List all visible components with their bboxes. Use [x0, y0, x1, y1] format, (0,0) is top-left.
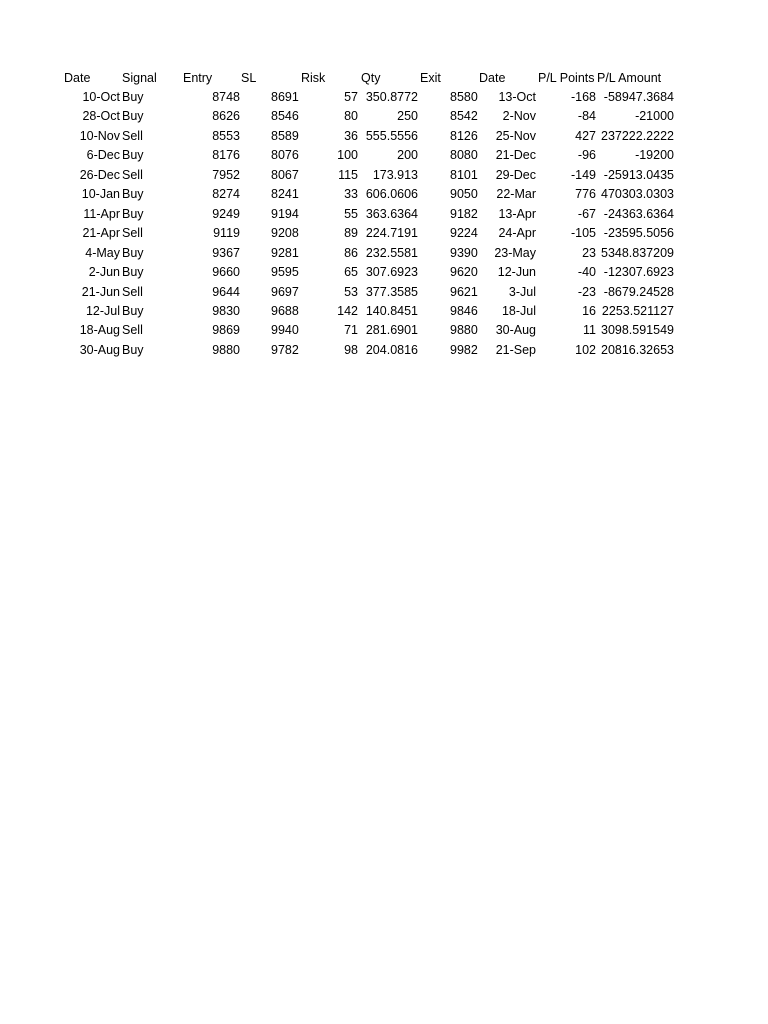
cell-entry: 8274	[212, 187, 240, 202]
header-exit-date: Date	[479, 71, 506, 85]
cell-date: 4-May	[85, 245, 120, 260]
cell-date: 10-Nov	[79, 128, 120, 143]
cell-pl-amount: -21000	[635, 109, 674, 124]
cell-exit-date: 12-Jun	[497, 265, 536, 280]
cell-pl-points: -96	[577, 148, 596, 163]
cell-date: 11-Apr	[83, 206, 120, 221]
cell-pl-amount: -8679.24528	[603, 284, 674, 299]
cell-risk: 55	[344, 206, 358, 221]
cell-pl-amount: 5348.837209	[601, 245, 674, 260]
cell-exit: 9224	[450, 226, 478, 241]
cell-risk: 80	[344, 109, 358, 124]
header-risk: Risk	[301, 71, 326, 85]
cell-pl-points: 102	[575, 342, 596, 357]
cell-exit: 9390	[450, 245, 478, 260]
cell-qty: 200	[397, 148, 418, 163]
cell-exit: 8542	[450, 109, 478, 124]
cell-qty: 555.5556	[365, 128, 418, 143]
cell-sl: 9940	[271, 323, 299, 338]
cell-signal: Buy	[122, 206, 144, 221]
cell-qty: 281.6901	[365, 323, 418, 338]
table-row	[0, 244, 768, 263]
cell-pl-points: 427	[575, 128, 596, 143]
cell-pl-points: -168	[570, 90, 596, 104]
cell-pl-amount: -25913.0435	[603, 167, 674, 182]
cell-risk: 71	[344, 323, 358, 338]
cell-entry: 9880	[212, 342, 240, 357]
cell-sl: 9194	[271, 206, 299, 221]
cell-pl-amount: 2253.521127	[601, 303, 674, 318]
cell-entry: 9644	[212, 284, 240, 299]
header-pl-points: P/L Points	[538, 71, 595, 85]
cell-exit-date: 29-Dec	[495, 167, 536, 182]
cell-qty: 363.6364	[365, 206, 418, 221]
cell-exit: 9620	[450, 265, 478, 280]
cell-risk: 100	[337, 148, 358, 163]
cell-pl-amount: 470303.0303	[601, 187, 674, 202]
cell-qty: 606.0606	[365, 187, 418, 202]
table-row	[0, 224, 768, 243]
table-row	[0, 146, 768, 165]
table-row	[0, 107, 768, 126]
cell-date: 10-Jan	[81, 187, 120, 202]
cell-risk: 33	[344, 187, 358, 202]
header-row	[0, 69, 768, 88]
cell-exit-date: 21-Sep	[495, 342, 536, 357]
cell-entry: 9830	[212, 303, 240, 318]
cell-qty: 224.7191	[365, 226, 418, 241]
cell-risk: 142	[337, 303, 358, 318]
cell-sl: 8241	[271, 187, 299, 202]
cell-entry: 8748	[212, 90, 240, 104]
cell-date: 10-Oct	[82, 90, 120, 104]
cell-signal: Sell	[122, 284, 143, 299]
cell-date: 2-Jun	[88, 265, 120, 280]
cell-pl-points: -149	[570, 167, 596, 182]
cell-sl: 9595	[271, 265, 299, 280]
cell-pl-points: -23	[577, 284, 596, 299]
cell-sl: 9208	[271, 226, 299, 241]
cell-entry: 9869	[212, 323, 240, 338]
cell-exit: 9182	[450, 206, 478, 221]
header-exit: Exit	[420, 71, 441, 85]
table-row	[0, 321, 768, 340]
cell-risk: 86	[344, 245, 358, 260]
cell-exit: 8580	[450, 90, 478, 104]
cell-exit: 8101	[450, 167, 478, 182]
cell-pl-points: -67	[577, 206, 596, 221]
cell-date: 26-Dec	[79, 167, 120, 182]
cell-sl: 8546	[271, 109, 299, 124]
cell-sl: 8589	[271, 128, 299, 143]
cell-signal: Buy	[122, 109, 144, 124]
table-row	[0, 127, 768, 146]
cell-entry: 7952	[212, 167, 240, 182]
cell-entry: 8176	[212, 148, 240, 163]
cell-qty: 350.8772	[365, 90, 418, 104]
cell-pl-points: 16	[582, 303, 596, 318]
cell-signal: Buy	[122, 187, 144, 202]
cell-pl-amount: -12307.6923	[603, 265, 674, 280]
cell-exit-date: 25-Nov	[495, 128, 536, 143]
cell-risk: 57	[344, 90, 358, 104]
header-sl: SL	[241, 71, 257, 85]
cell-sl: 8076	[271, 148, 299, 163]
table-row	[0, 302, 768, 321]
cell-date: 21-Jun	[81, 284, 120, 299]
cell-entry: 8626	[212, 109, 240, 124]
table-row	[0, 185, 768, 204]
cell-exit-date: 21-Dec	[495, 148, 536, 163]
cell-date: 21-Apr	[82, 226, 120, 241]
header-qty: Qty	[361, 71, 381, 85]
cell-entry: 9367	[212, 245, 240, 260]
cell-pl-points: -40	[577, 265, 596, 280]
cell-risk: 115	[338, 167, 358, 182]
cell-sl: 8067	[271, 167, 299, 182]
cell-exit: 9621	[450, 284, 478, 299]
cell-risk: 36	[344, 128, 358, 143]
cell-signal: Buy	[122, 90, 144, 104]
table-row	[0, 205, 768, 224]
cell-exit-date: 30-Aug	[495, 323, 536, 338]
cell-qty: 140.8451	[365, 303, 418, 318]
cell-signal: Sell	[122, 323, 143, 338]
cell-pl-amount: 3098.591549	[601, 323, 674, 338]
cell-pl-points: -105	[570, 226, 596, 241]
cell-exit: 8080	[450, 148, 478, 163]
cell-qty: 173.913	[372, 167, 418, 182]
cell-exit-date: 18-Jul	[501, 303, 536, 318]
cell-exit: 9050	[450, 187, 478, 202]
cell-pl-amount: 20816.32653	[601, 342, 674, 357]
cell-pl-amount: 237222.2222	[601, 128, 674, 143]
cell-entry: 9119	[213, 226, 240, 241]
cell-qty: 307.6923	[365, 265, 418, 280]
cell-entry: 9660	[212, 265, 240, 280]
cell-signal: Buy	[122, 245, 144, 260]
cell-date: 28-Oct	[82, 109, 120, 124]
cell-pl-points: 11	[583, 323, 596, 338]
cell-qty: 250	[397, 109, 418, 124]
cell-date: 30-Aug	[79, 342, 120, 357]
cell-qty: 232.5581	[365, 245, 418, 260]
cell-date: 12-Jul	[85, 303, 120, 318]
cell-pl-points: -84	[577, 109, 596, 124]
cell-exit-date: 23-May	[494, 245, 536, 260]
cell-sl: 9782	[271, 342, 299, 357]
cell-pl-points: 23	[582, 245, 596, 260]
cell-sl: 9688	[271, 303, 299, 318]
cell-sl: 9281	[271, 245, 299, 260]
table-row	[0, 166, 768, 185]
cell-qty: 377.3585	[365, 284, 418, 299]
cell-exit-date: 13-Apr	[498, 206, 536, 221]
table-row	[0, 263, 768, 282]
cell-exit-date: 24-Apr	[498, 226, 536, 241]
cell-exit-date: 2-Nov	[502, 109, 536, 124]
cell-risk: 65	[344, 265, 358, 280]
cell-signal: Buy	[122, 342, 144, 357]
cell-pl-amount: -19200	[635, 148, 674, 163]
cell-exit: 9880	[450, 323, 478, 338]
table-row	[0, 88, 768, 107]
cell-exit: 9846	[450, 303, 478, 318]
cell-signal: Buy	[122, 265, 144, 280]
header-date: Date	[64, 71, 91, 85]
cell-signal: Sell	[122, 128, 143, 143]
table-row	[0, 341, 768, 360]
cell-exit-date: 13-Oct	[498, 90, 536, 104]
cell-pl-points: 776	[575, 187, 596, 202]
cell-pl-amount: -24363.6364	[603, 206, 674, 221]
cell-exit-date: 3-Jul	[508, 284, 536, 299]
cell-exit: 9982	[450, 342, 478, 357]
cell-qty: 204.0816	[365, 342, 418, 357]
header-entry: Entry	[183, 71, 213, 85]
cell-signal: Sell	[122, 167, 143, 182]
cell-risk: 89	[344, 226, 358, 241]
table-row	[0, 283, 768, 302]
cell-entry: 8553	[212, 128, 240, 143]
cell-signal: Sell	[122, 226, 143, 241]
cell-date: 18-Aug	[79, 323, 120, 338]
cell-pl-amount: -23595.5056	[603, 226, 674, 241]
cell-pl-amount: -58947.3684	[603, 90, 674, 104]
cell-sl: 8691	[271, 90, 299, 104]
cell-exit-date: 22-Mar	[496, 187, 536, 202]
cell-date: 6-Dec	[86, 148, 120, 163]
cell-risk: 53	[344, 284, 358, 299]
header-signal: Signal	[122, 71, 157, 85]
cell-entry: 9249	[212, 206, 240, 221]
cell-signal: Buy	[122, 148, 144, 163]
cell-risk: 98	[344, 342, 358, 357]
cell-exit: 8126	[450, 128, 478, 143]
header-pl-amount: P/L Amount	[597, 71, 662, 85]
cell-signal: Buy	[122, 303, 144, 318]
cell-sl: 9697	[271, 284, 299, 299]
